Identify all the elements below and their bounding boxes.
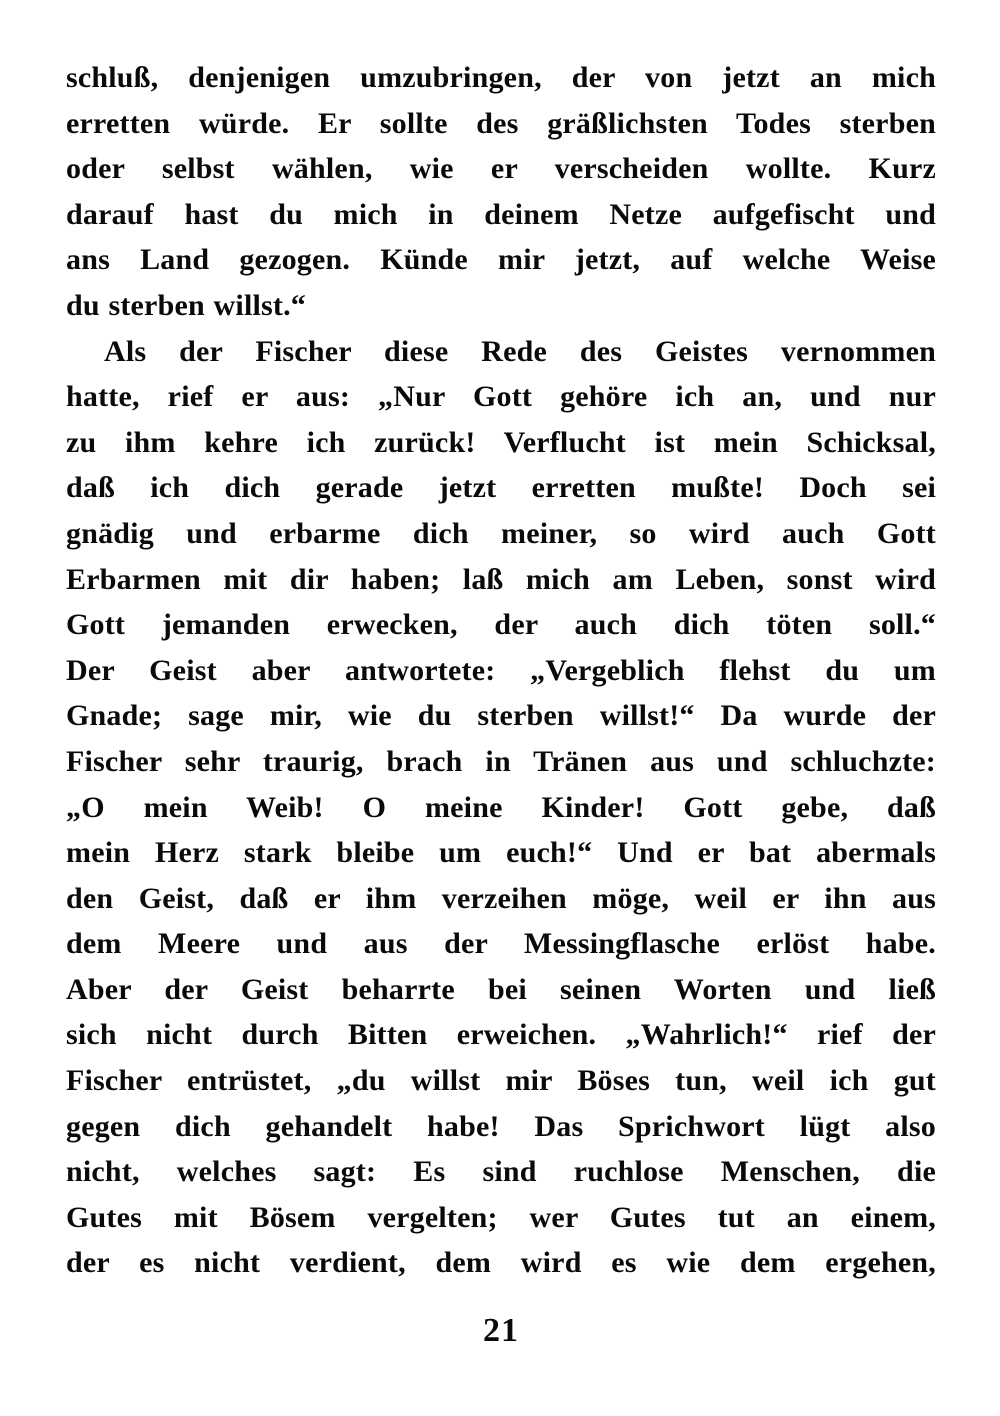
text-line: der es nicht verdient, dem wird es wie dem ergehen, [66, 1246, 936, 1280]
text-line: Als der Fischer diese Rede des Geistes vernommen [104, 334, 936, 368]
text-block [66, 55, 936, 1286]
text-line: den Geist, daß er ihm verzeihen möge, weil er ihn aus [66, 881, 936, 915]
text-line: darauf hast du mich in deinem Netze aufgefischt und [66, 197, 936, 231]
text-line: ans Land gezogen. Künde mir jetzt, auf welche Weise [66, 243, 936, 277]
text-line: gegen dich gehandelt habe! Das Sprichwort lügt also [66, 1109, 936, 1143]
text-line: Gott jemanden erwecken, der auch dich töten soll.“ [66, 608, 936, 642]
text-line: sich nicht durch Bitten erweichen. „Wahrlich!“ rief der [66, 1018, 936, 1052]
text-line: Der Geist aber antwortete: „Vergeblich flehst du um [66, 653, 936, 687]
paragraph [66, 55, 936, 329]
text-line: „O mein Weib! O meine Kinder! Gott gebe, daß [66, 790, 936, 824]
text-line: gnädig und erbarme dich meiner, so wird auch Gott [66, 516, 936, 550]
text-line: erretten würde. Er sollte des gräßlichsten Todes sterben [66, 106, 936, 140]
text-line: hatte, rief er aus: „Nur Gott gehöre ich an, und nur [66, 380, 936, 414]
text-line: daß ich dich gerade jetzt erretten mußte! Doch sei [66, 471, 936, 505]
text-line: Erbarmen mit dir haben; laß mich am Leben, sonst wird [66, 562, 936, 596]
text-line: Gnade; sage mir, wie du sterben willst!“ Da wurde der [66, 699, 936, 733]
text-line: nicht, welches sagt: Es sind ruchlose Menschen, die [66, 1155, 936, 1189]
text-line: oder selbst wählen, wie er verscheiden wollte. Kurz [66, 152, 936, 186]
text-line: Fischer sehr traurig, brach in Tränen aus und schluchzte: [66, 744, 936, 778]
text-line: Fischer entrüstet, „du willst mir Böses tun, weil ich gut [66, 1064, 936, 1098]
text-line: zu ihm kehre ich zurück! Verflucht ist mein Schicksal, [66, 425, 936, 459]
page-number: 21 [483, 1312, 519, 1350]
text-line: schluß, denjenigen umzubringen, der von jetzt an mich [66, 61, 936, 94]
text-line: Gutes mit Bösem vergelten; wer Gutes tut an einem, [66, 1200, 936, 1234]
text-line: Aber der Geist beharrte bei seinen Worten und ließ [66, 972, 936, 1006]
text-line: du sterben willst.“ [66, 288, 306, 322]
paragraph [66, 329, 936, 1286]
text-line: dem Meere und aus der Messingflasche erlöst habe. [66, 927, 936, 961]
text-line: mein Herz stark bleibe um euch!“ Und er bat abermals [66, 836, 936, 870]
